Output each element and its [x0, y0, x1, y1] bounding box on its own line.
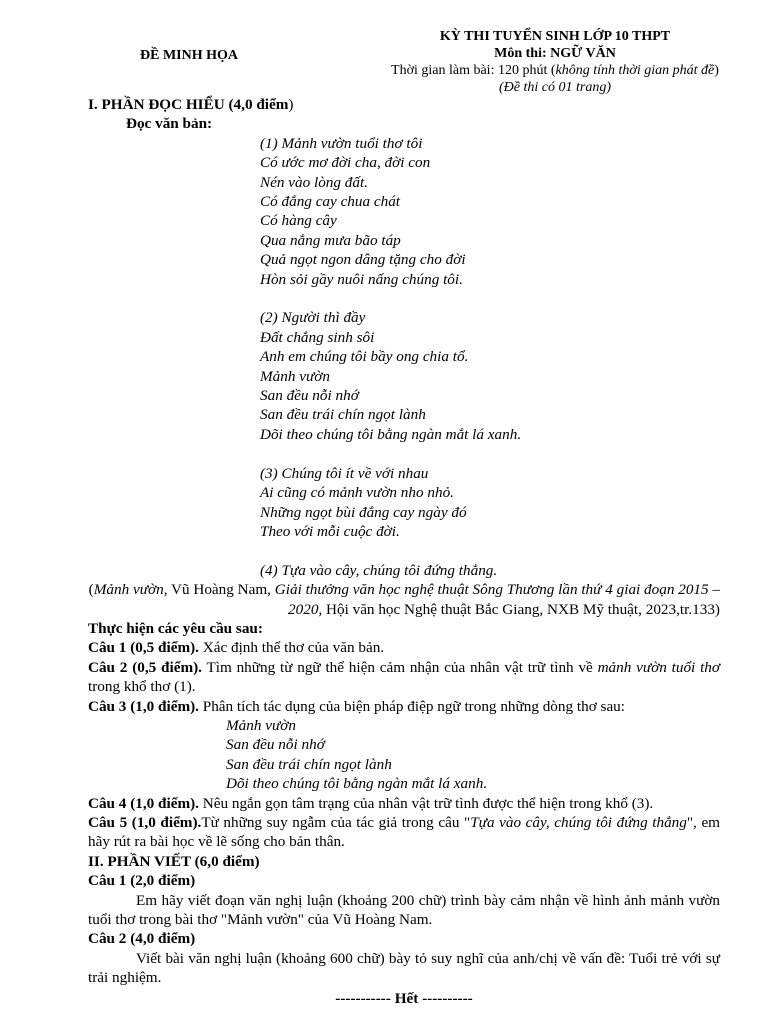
excerpt-line: San đều nỗi nhớ — [226, 736, 325, 754]
question-1: Câu 1 (0,5 điểm). Xác định thể thơ của văn bản. — [88, 639, 385, 657]
exam-title: KỲ THI TUYỂN SINH LỚP 10 THPT — [439, 29, 671, 44]
poem-line: Mảnh vườn — [260, 367, 330, 385]
poem-line: San đều trái chín ngọt lành — [260, 406, 426, 424]
question-3-excerpt — [226, 716, 720, 794]
exam-label: ĐỀ MINH HỌA — [140, 48, 238, 63]
part1-title: I. PHẦN ĐỌC HIỂU (4,0 điểm) — [88, 96, 294, 113]
question-5: Câu 5 (1,0 điểm).Từ những suy ngẫm của tác giả trong câu "Tựa vào cây, chúng tôi đứng thẳng", em hãy rút ra bài học về lẽ sống cho bản thân. — [88, 813, 720, 851]
poem-line: Nén vào lòng đất. — [260, 173, 368, 191]
poem-line: (4) Tựa vào cây, chúng tôi đứng thẳng. — [260, 561, 498, 579]
poem-line: Dõi theo chúng tôi bằng ngàn mắt lá xanh. — [260, 425, 522, 443]
poem-line: San đều nỗi nhớ — [260, 387, 359, 405]
poem-line: Có hàng cây — [260, 212, 337, 230]
end-mark: ----------- Hết ---------- — [335, 989, 473, 1007]
stanza-gap — [260, 444, 720, 463]
read-label: Đọc văn bản: — [126, 115, 213, 133]
poem-line: Có ước mơ đời cha, đời con — [260, 154, 431, 172]
excerpt-line: Dõi theo chúng tôi bằng ngàn mắt lá xanh. — [226, 775, 488, 793]
poem — [260, 134, 720, 580]
poem-line: (3) Chúng tôi ít về với nhau — [260, 464, 429, 482]
task-label: Thực hiện các yêu cầu sau: — [88, 619, 263, 637]
excerpt-line: Mảnh vườn — [226, 716, 296, 734]
exam-header — [380, 28, 730, 96]
poem-line: Những ngọt bùi đắng cay ngày đó — [260, 503, 467, 521]
poem-line: Quả ngọt ngon dâng tặng cho đời — [260, 251, 466, 269]
stanza-gap — [260, 541, 720, 560]
question-4: Câu 4 (1,0 điểm). Nêu ngắn gọn tâm trạng của nhân vật trữ tình được thể hiện trong khổ (3). — [88, 794, 654, 812]
poem-line: (1) Mảnh vườn tuổi thơ tôi — [260, 134, 423, 152]
poem-line: Hòn sỏi gầy nuôi nấng chúng tôi. — [260, 270, 463, 288]
excerpt-line: San đều trái chín ngọt lành — [226, 755, 392, 773]
question-2: Câu 2 (0,5 điểm). Tìm những từ ngữ thể hiện cảm nhận của nhân vật trữ tình về mảnh vườn tuổi thơ trong khổ thơ (1). — [88, 658, 720, 696]
exam-content — [88, 95, 720, 1008]
part2-title: II. PHẦN VIẾT (6,0 điểm) — [88, 852, 260, 870]
writing-question-2: Viết bài văn nghị luận (khoảng 600 chữ) bày tỏ suy nghĩ của anh/chị về vấn đề: Tuổi trẻ với sự trải nghiệm. — [88, 949, 720, 987]
poem-line: Có đắng cay chua chát — [260, 193, 401, 211]
exam-time: Thời gian làm bài: 120 phút (không tính thời gian phát đề) — [391, 63, 719, 78]
poem-line: Qua nắng mưa bão táp — [260, 231, 401, 249]
poem-source: (Mảnh vườn, Vũ Hoàng Nam, Giải thưởng văn học nghệ thuật Sông Thương lần thứ 4 giai đoạn 2015 – 2020, Hội văn học Nghệ thuật Bắc Giang, NXB Mỹ thuật, 2023,tr.133) — [88, 581, 720, 618]
writing-question-1: Em hãy viết đoạn văn nghị luận (khoảng 200 chữ) trình bày cảm nhận về hình ảnh mảnh vườn tuổi thơ trong bài thơ "Mảnh vườn" của Vũ Hoàng Nam. — [88, 891, 720, 929]
stanza-gap — [260, 289, 720, 308]
poem-line: Ai cũng có mảnh vườn nho nhỏ. — [260, 484, 454, 502]
poem-line: Theo với mỗi cuộc đời. — [260, 522, 400, 540]
writing-question-2-label: Câu 2 (4,0 điểm) — [88, 930, 196, 948]
exam-pages: (Đề thi có 01 trang) — [499, 80, 611, 95]
poem-line: Đất chẳng sinh sôi — [260, 328, 375, 346]
exam-subject: Môn thi: NGỮ VĂN — [494, 46, 616, 61]
question-3: Câu 3 (1,0 điểm). Phân tích tác dụng của biện pháp điệp ngữ trong những dòng thơ sau: — [88, 697, 625, 715]
poem-line: Anh em chúng tôi bầy ong chia tổ. — [260, 348, 469, 366]
poem-line: (2) Người thì đầy — [260, 309, 366, 327]
writing-question-1-label: Câu 1 (2,0 điểm) — [88, 872, 196, 890]
